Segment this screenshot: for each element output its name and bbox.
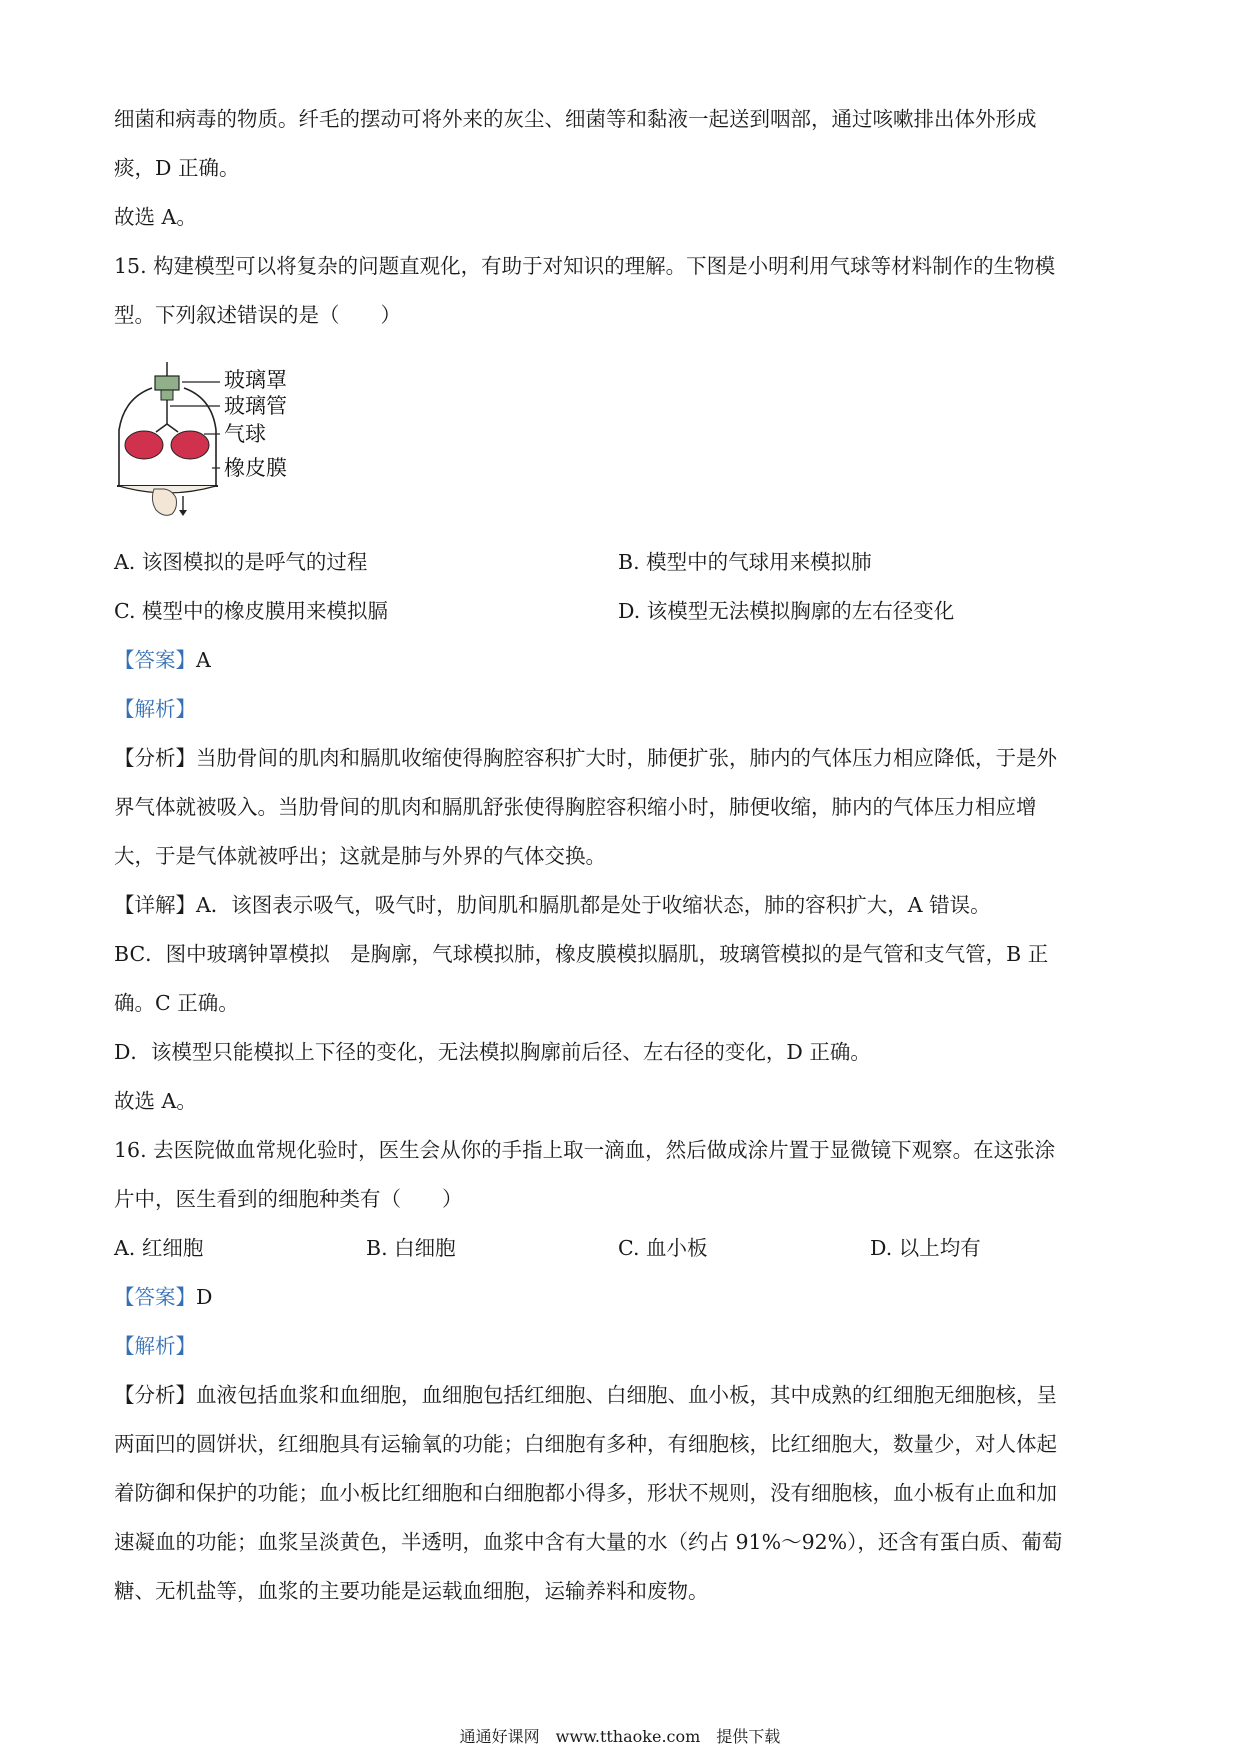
figure-label-balloon: 气球 [224,422,266,446]
fenxi-text: 当肋骨间的肌肉和膈肌收缩使得胸腔容积扩大时，肺便扩张，肺内的气体压力相应降低，于是外 [196,746,1057,770]
q15-fenxi: 大，于是气体就被呼出；这就是肺与外界的气体交换。 [114,844,606,868]
q16-option-a: A. 红细胞 [114,1236,204,1260]
q16-fenxi [114,1380,1057,1410]
q15-stem: 型。下列叙述错误的是（ ） [114,303,401,327]
q15-fenxi: 界气体就被吸入。当肋骨间的肌肉和膈肌舒张使得胸腔容积缩小时，肺便收缩，肺内的气体压力相应增 [114,795,1037,819]
q15-xiangjie-bc: BC．图中玻璃钟罩模拟 是胸廓，气球模拟肺，橡皮膜模拟膈肌，玻璃管模拟的是气管和支气管，B 正 [114,942,1049,966]
q15-xiangjie-bc: 确。C 正确。 [114,991,239,1015]
q15-xiangjie [114,890,991,920]
q15-option-a: A. 该图模拟的是呼气的过程 [114,550,368,574]
answer-tag: 【答案】 [114,648,196,672]
q15-option-d: D. 该模型无法模拟胸廓的左右径变化 [618,599,955,623]
q16-fenxi: 着防御和保护的功能；血小板比红细胞和白细胞都小得多，形状不规则，没有细胞核，血小板有止血和加 [114,1481,1057,1505]
text-line: 痰，D 正确。 [114,156,240,180]
choose-line: 故选 A。 [114,205,197,229]
q15-option-b: B. 模型中的气球用来模拟肺 [618,550,872,574]
q16-stem: 16. 去医院做血常规化验时，医生会从你的手指上取一滴血，然后做成涂片置于显微镜下观察。在这张涂 [114,1138,1056,1162]
analysis-tag: 【解析】 [114,697,196,721]
q15-xiangjie-d: D．该模型只能模拟上下径的变化，无法模拟胸廓前后径、左右径的变化，D 正确。 [114,1040,871,1064]
footer-source: 通通好课网 www.tthaoke.com 提供下载 [459,1727,781,1746]
analysis-tag: 【解析】 [114,1334,196,1358]
q15-fenxi [114,743,1057,773]
answer-value: A [196,648,211,672]
fenxi-text: 血液包括血浆和血细胞，血细胞包括红细胞、白细胞、血小板，其中成熟的红细胞无细胞核，呈 [196,1383,1057,1407]
q16-fenxi: 糖、无机盐等，血浆的主要功能是运载血细胞，运输养料和废物。 [114,1579,709,1603]
q16-fenxi: 速凝血的功能；血浆呈淡黄色，半透明，血浆中含有大量的水（约占 91%～92%），还含有蛋白质、葡萄 [114,1530,1063,1554]
fenxi-tag: 【分析】 [114,746,196,770]
q15-option-c: C. 模型中的橡皮膜用来模拟膈 [114,599,388,623]
q16-stem: 片中，医生看到的细胞种类有（ ） [114,1187,463,1211]
bell-jar-model-figure [112,358,332,528]
q16-option-b: B. 白细胞 [366,1236,456,1260]
q16-fenxi: 两面凹的圆饼状，红细胞具有运输氧的功能；白细胞有多种，有细胞核，比红细胞大，数量少，对人体起 [114,1432,1057,1456]
figure-label-glass-jar: 玻璃罩 [224,368,287,392]
answer-tag: 【答案】 [114,1285,196,1309]
figure-label-glass-tube: 玻璃管 [224,394,287,418]
xiangjie-text: A．该图表示吸气，吸气时，肋间肌和膈肌都是处于收缩状态，肺的容积扩大，A 错误。 [196,893,991,917]
q15-choose: 故选 A。 [114,1089,197,1113]
figure-label-rubber-membrane: 橡皮膜 [224,456,287,480]
q16-option-d: D. 以上均有 [870,1236,981,1260]
text-line: 细菌和病毒的物质。纤毛的摆动可将外来的灰尘、细菌等和黏液一起送到咽部，通过咳嗽排出体外形成 [114,107,1037,131]
q16-analysis-tag [114,1331,196,1361]
q15-analysis-tag [114,694,196,724]
bell-jar-illustration [112,358,332,528]
q16-answer [114,1282,212,1312]
q16-option-c: C. 血小板 [618,1236,708,1260]
fenxi-tag: 【分析】 [114,1383,196,1407]
q15-stem: 15. 构建模型可以将复杂的问题直观化，有助于对知识的理解。下图是小明利用气球等材料制作的生物模 [114,254,1056,278]
answer-value: D [196,1285,213,1309]
xiangjie-tag: 【详解】 [114,893,196,917]
q15-answer [114,645,211,675]
